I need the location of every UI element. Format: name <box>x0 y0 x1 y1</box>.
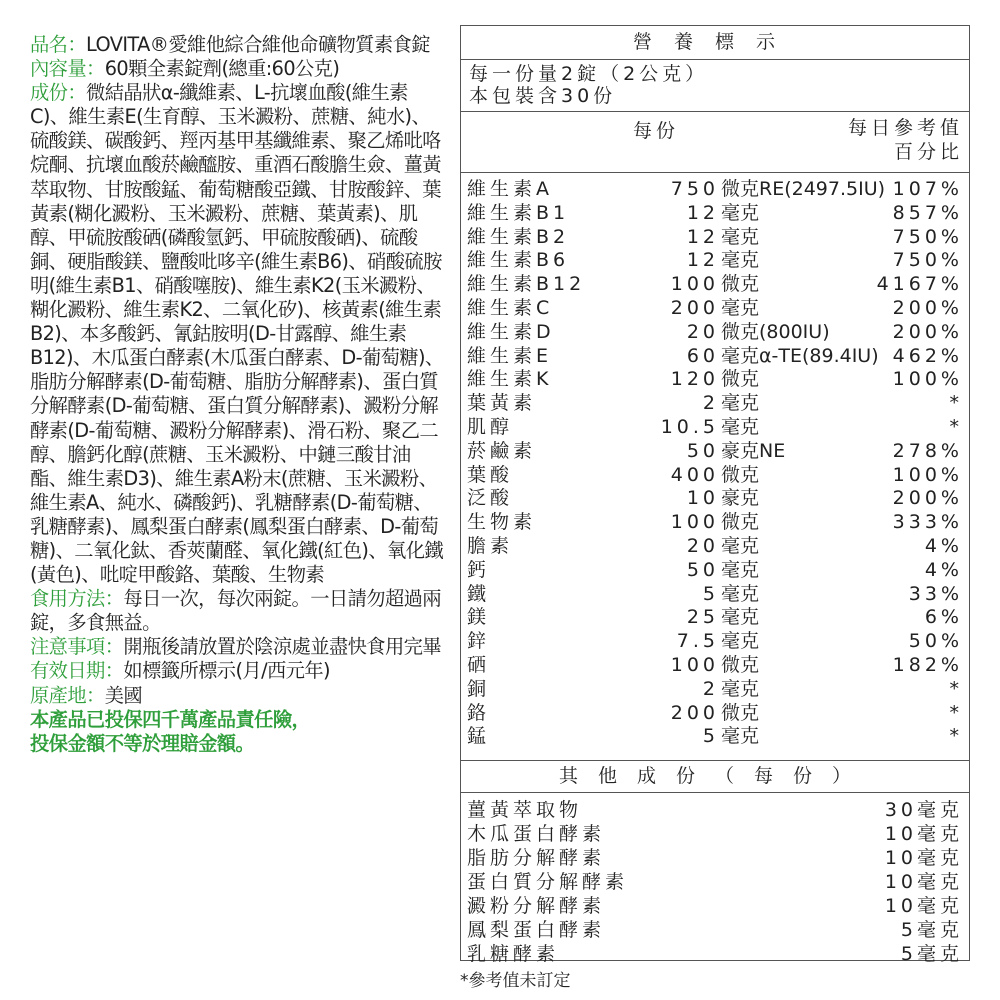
ingredients-label: 成份： <box>30 81 87 105</box>
footnote: *參考值未訂定 <box>460 971 571 991</box>
nutrient-daily-value: 6% <box>924 606 963 629</box>
nutrient-row <box>461 559 969 583</box>
nutrient-daily-value: 182% <box>892 653 963 676</box>
nutrient-name: 鉻 <box>467 701 491 724</box>
nutrient-unit: 豪克NE <box>721 439 786 462</box>
nutrient-daily-value: 200% <box>892 487 963 510</box>
other-ingredient-name: 鳳梨蛋白酵素 <box>467 919 606 941</box>
nutrient-unit: 微克 <box>721 368 760 391</box>
other-ingredient-row <box>461 822 969 846</box>
nutrient-amount: 2 <box>702 392 719 415</box>
nutrient-unit: 毫克 <box>721 296 760 319</box>
other-ingredient-name: 澱粉分解酵素 <box>467 895 606 917</box>
nutrient-row <box>461 249 969 273</box>
other-ingredients-table <box>460 761 970 965</box>
nutrient-amount: 60 <box>686 344 719 367</box>
content-amount <box>30 57 445 81</box>
other-ingredient-row <box>461 870 969 894</box>
usage-label: 食用方法： <box>30 587 124 611</box>
nutrient-name: 維生素B1 <box>467 201 570 224</box>
caution-label: 注意事項： <box>30 635 124 659</box>
nutrient-daily-value: 4% <box>924 534 963 557</box>
nutrient-name: 維生素K <box>467 368 553 391</box>
nutrient-daily-value: 4% <box>924 558 963 581</box>
nutrient-name: 硒 <box>467 653 491 676</box>
nutrient-unit: 微克RE(2497.5IU) <box>721 178 886 200</box>
nutrient-amount: 750 <box>670 178 719 200</box>
nutrient-name: 維生素D <box>467 320 555 343</box>
other-ingredient-amount: 30毫克 <box>884 799 963 821</box>
nutrient-amount: 7.5 <box>676 630 719 653</box>
servings-per-pack: 本包裝含30份 <box>469 85 617 107</box>
nutrient-row <box>461 654 969 678</box>
serving-info <box>461 60 969 112</box>
origin <box>30 684 445 708</box>
nutrient-name: 維生素E <box>467 344 553 367</box>
insurance-line-2: 投保金額不等於理賠金額。 <box>30 731 255 755</box>
nutrient-daily-value: * <box>949 415 963 438</box>
other-ingredient-amount: 10毫克 <box>884 871 963 893</box>
nutrient-unit: 毫克 <box>721 558 760 581</box>
nutrient-row <box>461 178 969 202</box>
nutrient-amount: 50 <box>686 439 719 462</box>
nutrition-header <box>461 112 969 173</box>
nutrient-row <box>461 368 969 392</box>
origin-value: 美國 <box>104 683 143 707</box>
caution-value: 開瓶後請放置於陰涼處並盡快食用完畢 <box>123 635 441 659</box>
nutrient-name: 泛酸 <box>467 487 514 510</box>
nutrient-name: 鎂 <box>467 606 491 629</box>
nutrient-daily-value: 200% <box>892 296 963 319</box>
other-ingredient-name: 蛋白質分解酵素 <box>467 871 629 893</box>
nutrient-daily-value: 333% <box>892 511 963 534</box>
nutrient-name: 錳 <box>467 725 491 748</box>
caution <box>30 635 445 659</box>
nutrient-daily-value: 857% <box>892 201 963 224</box>
nutrient-row <box>461 678 969 702</box>
nutrient-unit: 微克 <box>721 653 760 676</box>
nutrient-amount: 20 <box>686 534 719 557</box>
nutrient-row <box>461 725 969 749</box>
other-ingredient-amount: 10毫克 <box>884 847 963 869</box>
nutrient-daily-value: 4167% <box>876 273 963 296</box>
nutrient-daily-value: * <box>949 677 963 700</box>
nutrient-name: 鋅 <box>467 630 491 653</box>
nutrient-amount: 100 <box>670 653 719 676</box>
nutrient-row <box>461 202 969 226</box>
nutrient-daily-value: 100% <box>892 463 963 486</box>
nutrient-amount: 200 <box>670 701 719 724</box>
nutrient-unit: 毫克 <box>721 392 760 415</box>
nutrient-unit: 微克 <box>721 511 760 534</box>
nutrient-row <box>461 273 969 297</box>
nutrient-unit: 毫克 <box>721 606 760 629</box>
nutrient-amount: 100 <box>670 273 719 296</box>
nutrient-row <box>461 535 969 559</box>
nutrient-rows <box>461 173 969 749</box>
nutrient-name: 菸鹼素 <box>467 439 537 462</box>
other-ingredient-name: 乳糖酵素 <box>467 943 560 965</box>
nutrient-daily-value: 750% <box>892 249 963 272</box>
nutrient-unit: 豪克 <box>721 487 760 510</box>
nutrient-name: 膽素 <box>467 534 514 557</box>
nutrient-name: 維生素B12 <box>467 273 586 296</box>
nutrient-daily-value: 33% <box>908 582 963 605</box>
nutrient-daily-value: 50% <box>908 630 963 653</box>
nutrient-unit: 毫克 <box>721 415 760 438</box>
nutrient-unit: 毫克 <box>721 630 760 653</box>
nutrient-daily-value: * <box>949 392 963 415</box>
nutrient-amount: 400 <box>670 463 719 486</box>
other-ingredient-row <box>461 894 969 918</box>
nutrient-row <box>461 511 969 535</box>
nutrient-amount: 120 <box>670 368 719 391</box>
nutrient-daily-value: * <box>949 725 963 748</box>
nutrient-row <box>461 297 969 321</box>
nutrient-name: 鐵 <box>467 582 491 605</box>
other-ingredient-row <box>461 942 969 966</box>
nutrient-name: 葉酸 <box>467 463 514 486</box>
content-value: 60顆全素錠劑(總重:60公克) <box>104 57 340 81</box>
nutrient-row <box>461 440 969 464</box>
other-ingredient-amount: 10毫克 <box>884 895 963 917</box>
nutrient-amount: 12 <box>686 249 719 272</box>
nutrient-unit: 毫克 <box>721 677 760 700</box>
nutrition-title: 營養標示 <box>461 26 969 60</box>
nutrient-amount: 5 <box>702 582 719 605</box>
nutrient-amount: 12 <box>686 201 719 224</box>
product-name-label: 品名： <box>30 33 87 56</box>
col-dv-line1: 每日參考值 <box>847 117 963 139</box>
nutrient-unit: 毫克 <box>721 725 760 748</box>
usage-value: 每日一次，每次兩錠。一日請勿超過兩錠，多食無益。 <box>30 587 441 635</box>
product-name-value: LOVITA®愛維他綜合維他命礦物質素食錠 <box>86 33 430 56</box>
other-ingredient-amount: 10毫克 <box>884 823 963 845</box>
nutrient-unit: 毫克 <box>721 249 760 272</box>
serving-size: 每一份量2錠（2公克） <box>469 63 709 85</box>
nutrient-amount: 200 <box>670 296 719 319</box>
nutrient-row <box>461 321 969 345</box>
nutrient-name: 維生素C <box>467 296 554 319</box>
nutrient-name: 生物素 <box>467 511 537 534</box>
nutrient-unit: 微克(800IU) <box>721 320 830 343</box>
other-ingredient-row <box>461 798 969 822</box>
nutrient-name: 銅 <box>467 677 491 700</box>
other-ingredient-name: 薑黃萃取物 <box>467 799 583 821</box>
other-ingredient-row <box>461 918 969 942</box>
nutrient-daily-value: 462% <box>892 344 963 367</box>
nutrient-row <box>461 345 969 369</box>
nutrient-daily-value: 100% <box>892 368 963 391</box>
nutrient-name: 維生素A <box>467 178 553 200</box>
nutrient-row <box>461 392 969 416</box>
nutrient-unit: 毫克 <box>721 582 760 605</box>
nutrient-row <box>461 583 969 607</box>
nutrient-unit: 毫克α-TE(89.4IU) <box>721 344 879 367</box>
nutrient-row <box>461 702 969 726</box>
nutrient-name: 維生素B2 <box>467 225 570 248</box>
nutrient-name: 肌醇 <box>467 415 514 438</box>
nutrient-name: 維生素B6 <box>467 249 570 272</box>
nutrient-daily-value: 200% <box>892 320 963 343</box>
product-info-panel <box>30 33 445 756</box>
col-daily-value <box>848 116 963 164</box>
nutrient-unit: 毫克 <box>721 534 760 557</box>
nutrient-name: 葉黃素 <box>467 392 537 415</box>
expiry-label: 有效日期： <box>30 659 124 683</box>
ingredients-value: 微結晶狀α-纖維素、L-抗壞血酸(維生素C)、維生素E(生育醇、玉米澱粉、蔗糖、純水)、硫酸鎂、碳酸鈣、羥丙基甲基纖維素、聚乙烯吡咯烷酮、抗壞血酸菸鹼醯胺、重酒石酸膽生僉、薑黃萃取物、甘胺酸錳、葡萄糖酸亞鐵、甘胺酸鋅、葉黃素(糊化澱粉、玉米澱粉、蔗糖、葉黃素)、肌醇、甲硫胺酸硒(磷酸氫鈣、甲硫胺酸硒)、硫酸銅、硬脂酸鎂、鹽酸吡哆辛(維生素B6)、硝酸硫胺明(維生素B1、硝酸噻胺)、維生素K2(玉米澱粉、糊化澱粉、維生素K2、二氧化矽)、核黃素(維生素B2)、本多酸鈣、氰鈷胺明(D-甘露醇、維生素B12)、木瓜蛋白酵素(木瓜蛋白酵素、D-葡萄糖)、脂肪分解酵素(D-葡萄糖、脂肪分解酵素)、蛋白質分解酵素(D-葡萄糖、蛋白質分解酵素)、澱粉分解酵素(D-葡萄糖、澱粉分解酵素)、滑石粉、聚乙二醇、膽鈣化醇(蔗糖、玉米澱粉、中鏈三酸甘油酯、維生素D3)、維生素A粉末(蔗糖、玉米澱粉、維生素A、純水、磷酸鈣)、乳糖酵素(D-葡萄糖、乳糖酵素)、鳳梨蛋白酵素(鳳梨蛋白酵素、D-葡萄糖)、二氧化鈦、香莢蘭醛、氧化鐵(紅色)、氧化鐵(黃色)、吡啶甲酸鉻、葉酸、生物素 <box>30 81 444 587</box>
nutrient-amount: 12 <box>686 225 719 248</box>
other-title: 其他成份（每份） <box>461 761 969 793</box>
nutrient-unit: 微克 <box>721 273 760 296</box>
nutrient-row <box>461 606 969 630</box>
nutrient-amount: 20 <box>686 320 719 343</box>
nutrient-amount: 25 <box>686 606 719 629</box>
nutrient-amount: 10 <box>686 487 719 510</box>
nutrient-row <box>461 416 969 440</box>
expiry <box>30 659 445 683</box>
nutrient-amount: 2 <box>702 677 719 700</box>
product-name <box>30 33 445 57</box>
other-ingredient-name: 木瓜蛋白酵素 <box>467 823 606 845</box>
usage <box>30 587 445 635</box>
nutrient-row <box>461 464 969 488</box>
expiry-value: 如標籤所標示(月/西元年) <box>123 659 330 683</box>
nutrient-name: 鈣 <box>467 558 491 581</box>
other-ingredient-name: 脂肪分解酵素 <box>467 847 606 869</box>
col-per-serving: 每份 <box>633 120 680 142</box>
other-ingredient-amount: 5毫克 <box>900 943 963 965</box>
nutrient-daily-value: * <box>949 701 963 724</box>
content-label: 內容量： <box>30 57 105 81</box>
ingredients <box>30 81 445 587</box>
nutrient-daily-value: 278% <box>892 439 963 462</box>
nutrient-row <box>461 226 969 250</box>
nutrient-amount: 50 <box>686 558 719 581</box>
col-dv-line2: 百分比 <box>893 141 963 163</box>
other-rows <box>461 793 969 966</box>
nutrient-row <box>461 630 969 654</box>
nutrient-amount: 10.5 <box>660 415 719 438</box>
nutrient-unit: 毫克 <box>721 201 760 224</box>
other-ingredient-row <box>461 846 969 870</box>
nutrient-amount: 100 <box>670 511 719 534</box>
nutrient-unit: 微克 <box>721 701 760 724</box>
nutrient-unit: 毫克 <box>721 225 760 248</box>
nutrient-unit: 微克 <box>721 463 760 486</box>
insurance-line-1: 本產品已投保四千萬產品責任險， <box>30 707 311 731</box>
nutrient-daily-value: 750% <box>892 225 963 248</box>
other-ingredient-amount: 5毫克 <box>900 919 963 941</box>
nutrient-amount: 5 <box>702 725 719 748</box>
nutrient-row <box>461 487 969 511</box>
nutrition-table <box>460 25 970 761</box>
nutrient-daily-value: 107% <box>892 178 963 200</box>
origin-label: 原產地： <box>30 683 105 707</box>
